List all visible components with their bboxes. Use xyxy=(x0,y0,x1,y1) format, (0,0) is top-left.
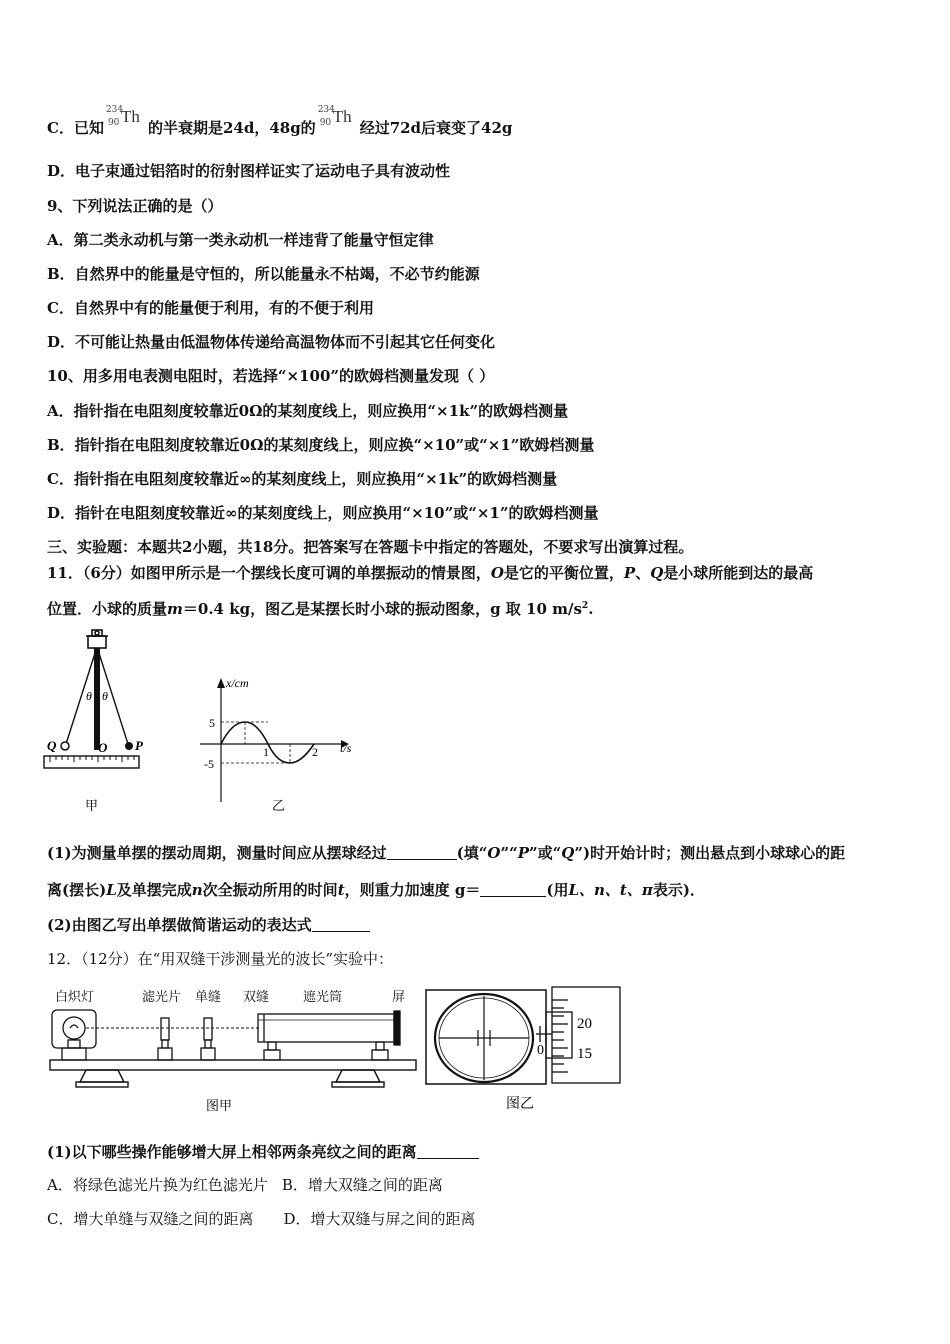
var-n: n xyxy=(191,881,203,899)
x-axis-label: t/s xyxy=(340,741,352,755)
q11-part-1-line-1 xyxy=(47,842,845,863)
figure-caption-a: 图甲 xyxy=(206,1098,233,1113)
label-screen: 屏 xyxy=(392,989,406,1004)
text: . xyxy=(588,600,594,618)
superscript: 2 xyxy=(581,601,589,611)
text: (用 xyxy=(546,881,569,899)
section-3-heading: 三、实验题：本题共2小题，共18分。把答案写在答题卡中指定的答题处，不要求写出演算过程。 xyxy=(47,538,694,556)
bob-P xyxy=(125,742,133,750)
q8-option-d: D．电子束通过铝箔时的衍射图样证实了运动电子具有波动性 xyxy=(47,162,451,180)
label-O: O xyxy=(98,740,108,755)
pendulum-figure xyxy=(42,628,152,818)
figure-caption-jia: 甲 xyxy=(85,798,99,813)
lamp-icon xyxy=(52,1010,96,1060)
scale-label-15: 15 xyxy=(577,1046,592,1062)
q12-option-c: C．增大单缝与双缝之间的距离 xyxy=(47,1210,254,1228)
y-axis-arrow xyxy=(217,678,225,688)
q12-part-1 xyxy=(47,1141,479,1162)
text: 11．（6分）如图甲所示是一个摆线长度可调的单摆振动的情景图， xyxy=(47,564,491,582)
text: 、 xyxy=(635,564,651,582)
q8c-suffix: 经过72d后衰变了42g xyxy=(359,119,513,137)
q12-options-row-1 xyxy=(47,1174,443,1195)
q9-option-b: B．自然界中的能量是守恒的，所以能量永不枯竭，不必节约能源 xyxy=(47,265,480,283)
vars: L、n、t、π xyxy=(568,881,653,899)
text: 是它的平衡位置， xyxy=(503,564,624,582)
text: (1)以下哪些操作能够增大屏上相邻两条亮纹之间的距离 xyxy=(47,1143,417,1161)
ruler xyxy=(44,756,139,768)
q8-option-c xyxy=(47,105,513,138)
text: 及单摆完成 xyxy=(116,881,192,899)
text: ”或“ xyxy=(529,844,562,862)
label-P: P xyxy=(135,738,143,753)
label-lamp: 白炽灯 xyxy=(55,989,95,1004)
text: (填“ xyxy=(456,844,488,862)
figure-caption-b: 图乙 xyxy=(506,1097,534,1112)
answer-blank-g[interactable] xyxy=(480,881,546,897)
q12-option-a: A．将绿色滤光片换为红色滤光片 xyxy=(47,1176,268,1194)
q11-stem-line-2 xyxy=(47,598,593,619)
pendulum-support xyxy=(86,630,108,648)
var-m: m xyxy=(167,600,183,618)
q11-stem-line-1 xyxy=(47,562,813,583)
q12-options-row-2 xyxy=(47,1208,476,1229)
mass-number: 234 xyxy=(105,105,124,115)
text: 是小球所能到达的最高 xyxy=(663,564,814,582)
var-O: O xyxy=(490,564,504,582)
q11-part-2 xyxy=(47,914,370,935)
text: (2)由图乙写出单摆做简谐运动的表达式 xyxy=(47,916,312,934)
text: 次全振动所用的时间 xyxy=(202,881,338,899)
single-slit-holder xyxy=(201,1018,215,1060)
q9-option-c: C．自然界中有的能量便于利用，有的不便于利用 xyxy=(47,299,374,317)
q10-option-a: A．指针指在电阻刻度较靠近0Ω的某刻度线上，则应换用“×1k”的欧姆档测量 xyxy=(47,402,569,420)
filter-holder xyxy=(158,1018,172,1060)
q9-option-d: D．不可能让热量由低温物体传递给高温物体而不引起其它任何变化 xyxy=(47,333,496,351)
atomic-number: 90 xyxy=(319,118,332,128)
text: 表示)． xyxy=(652,881,705,899)
q10-option-c: C．指针指在电阻刻度较靠近∞的某刻度线上，则应换用“×1k”的欧姆档测量 xyxy=(47,470,558,488)
var-t: t xyxy=(337,881,345,899)
label-Q: Q xyxy=(47,738,57,753)
answer-blank-timing[interactable] xyxy=(387,844,457,860)
y-tick-5: 5 xyxy=(209,716,215,730)
var-Q: Q xyxy=(650,564,664,582)
figure-caption-yi: 乙 xyxy=(272,798,286,813)
micrometer-drum xyxy=(536,987,620,1083)
label-single-slit: 单缝 xyxy=(195,989,222,1004)
x-tick-2: 2 xyxy=(312,745,318,759)
pendulum-post xyxy=(94,648,100,750)
label-theta-left: θ xyxy=(86,689,92,703)
q10-option-d: D．指针在电阻刻度较靠近∞的某刻度线上，则应换用“×10”或“×1”的欧姆档测量 xyxy=(47,504,599,522)
answer-blank-expression[interactable] xyxy=(312,916,370,932)
eyepiece-frame xyxy=(426,990,546,1084)
q9-stem: 9、下列说法正确的是（） xyxy=(47,197,223,215)
thorium-nuclide-1 xyxy=(104,105,148,133)
var-L: L xyxy=(106,881,117,899)
text: 离(摆长) xyxy=(47,881,107,899)
text: ”)时开始计时；测出悬点到小球球心的距 xyxy=(574,844,846,862)
double-slit-apparatus xyxy=(46,984,422,1116)
q8c-prefix: C．已知 xyxy=(47,119,104,137)
q11-part-1-line-2 xyxy=(47,879,705,900)
x-tick-1: 1 xyxy=(263,745,269,759)
vibration-graph xyxy=(196,672,366,817)
text: 位置．小球的质量 xyxy=(47,600,168,618)
text: ”“ xyxy=(500,844,518,862)
var-Q: Q xyxy=(561,844,575,862)
text: ，则重力加速度 g＝ xyxy=(344,881,481,899)
y-tick-neg5: -5 xyxy=(204,757,214,771)
optical-bench xyxy=(50,1060,416,1087)
y-axis-label: x/cm xyxy=(226,676,249,690)
scale-label-0: 0 xyxy=(537,1043,544,1058)
q10-option-b: B．指针指在电阻刻度较靠近0Ω的某刻度线上，则应换“×10”或“×1”欧姆档测量 xyxy=(47,436,595,454)
q10-stem: 10、用多用电表测电阻时，若选择“×100”的欧姆档测量发现（ ） xyxy=(47,367,495,385)
q12-stem: 12．（12分）在“用双缝干涉测量光的波长”实验中： xyxy=(47,950,394,968)
label-theta-right: θ xyxy=(102,689,108,703)
answer-blank-q12[interactable] xyxy=(417,1143,479,1159)
text: (1)为测量单摆的摆动周期，测量时间应从摆球经过 xyxy=(47,844,387,862)
thorium-nuclide-2 xyxy=(316,105,360,133)
label-filter: 滤光片 xyxy=(142,989,182,1004)
q12-option-b: B．增大双缝之间的距离 xyxy=(281,1176,443,1194)
element-symbol: Th xyxy=(120,107,140,126)
bob-Q xyxy=(61,742,69,750)
mass-number: 234 xyxy=(317,105,335,115)
element-symbol: Th xyxy=(332,107,352,126)
text: ＝0.4 kg，图乙是某摆长时小球的振动图象，g 取 10 m/s xyxy=(182,600,582,618)
atomic-number: 90 xyxy=(107,118,120,128)
q9-option-a: A．第二类永动机与第一类永动机一样违背了能量守恒定律 xyxy=(47,231,434,249)
light-tube xyxy=(258,1011,400,1060)
q8c-middle: 的半衰期是24d，48g的 xyxy=(147,119,316,137)
label-double-slit: 双缝 xyxy=(243,989,270,1004)
var-O: O xyxy=(487,844,501,862)
measuring-eyepiece xyxy=(424,986,624,1116)
var-P: P xyxy=(517,844,529,862)
var-P: P xyxy=(623,564,636,582)
q12-option-d: D．增大双缝与屏之间的距离 xyxy=(283,1210,476,1228)
label-light-tube: 遮光筒 xyxy=(303,989,343,1004)
scale-label-20: 20 xyxy=(577,1016,592,1032)
